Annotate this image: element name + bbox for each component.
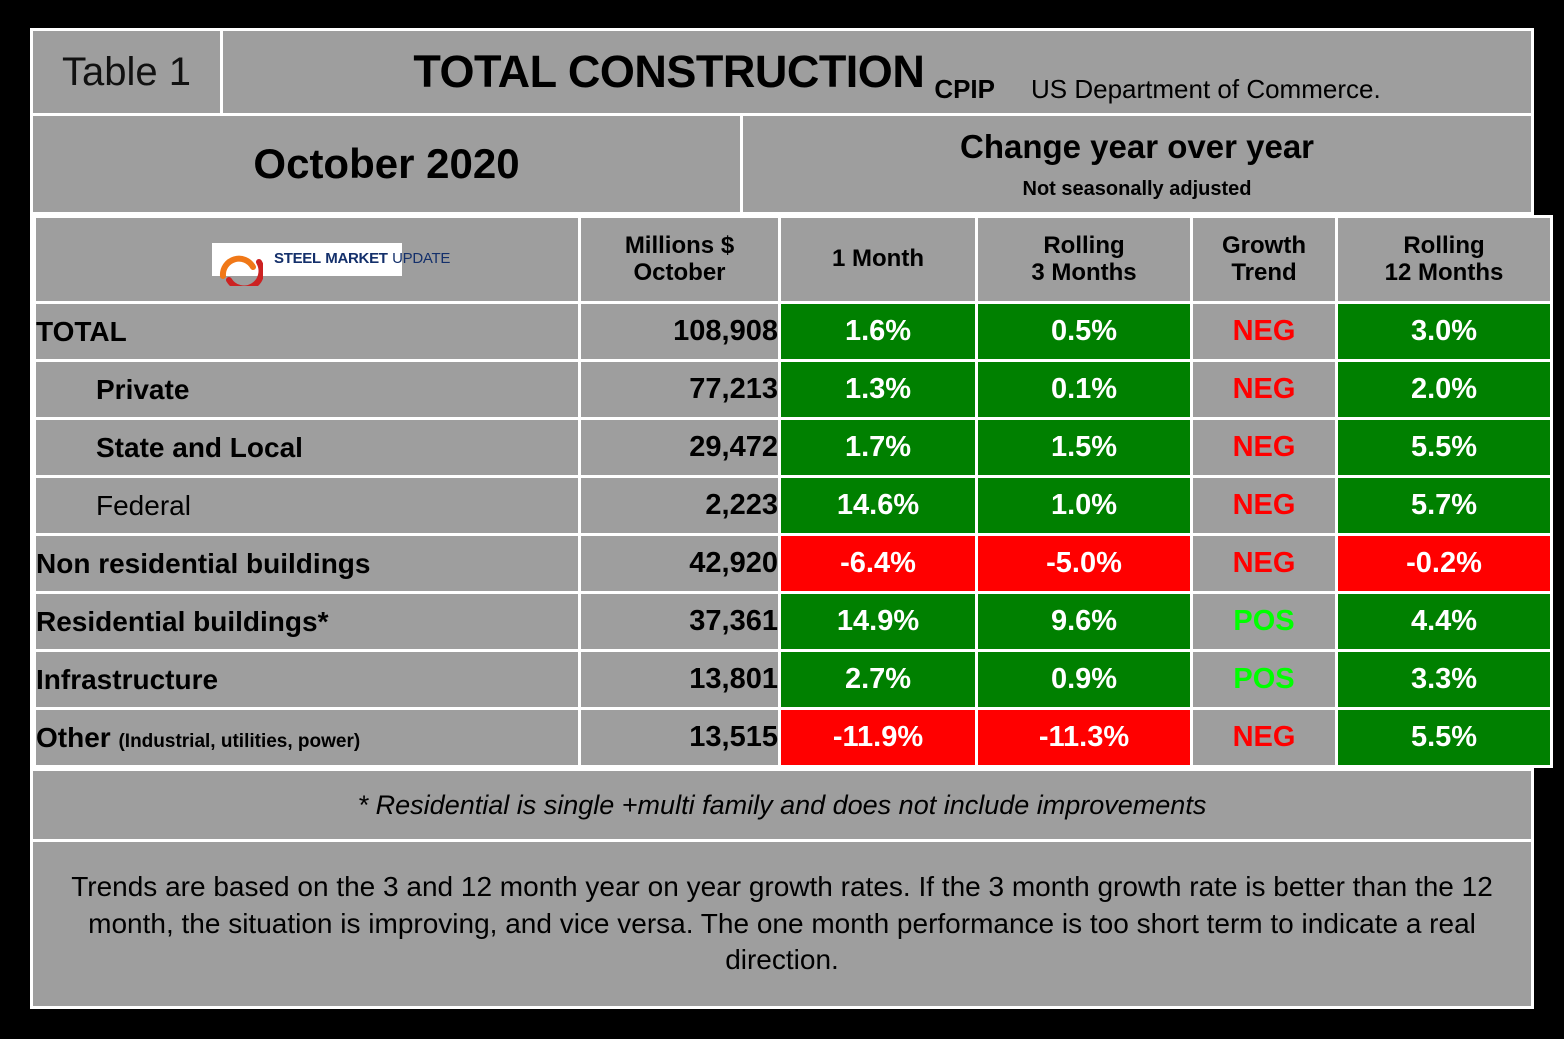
source-label: US Department of Commerce.	[1031, 74, 1381, 104]
change-header-cell	[743, 116, 1531, 212]
column-header-rolling-3	[977, 217, 1192, 303]
row-label-text: Residential buildings*	[36, 605, 329, 637]
table-header-row	[35, 217, 1552, 303]
row-label	[35, 303, 580, 361]
row-label	[35, 419, 580, 477]
column-header-one-month-label: 1 Month	[832, 245, 924, 273]
cell-millions: 13,801	[580, 651, 780, 709]
cell-growth-trend: NEG	[1192, 709, 1337, 767]
logo-word-market: MARKET	[325, 250, 388, 268]
cell-growth-trend: NEG	[1192, 477, 1337, 535]
row-label	[35, 477, 580, 535]
table-row	[35, 651, 1552, 709]
cell-growth-trend: NEG	[1192, 303, 1337, 361]
cell-rolling-3-months: -11.3%	[977, 709, 1192, 767]
cell-one-month: 1.6%	[780, 303, 977, 361]
cell-millions: 77,213	[580, 361, 780, 419]
cell-rolling-12-months: 5.5%	[1337, 419, 1552, 477]
logo-word-update: UPDATE	[392, 250, 451, 268]
row-label-text: Non residential buildings	[36, 547, 371, 579]
note-row	[33, 842, 1531, 1006]
period-label: October 2020	[253, 140, 520, 187]
cell-growth-trend: NEG	[1192, 535, 1337, 593]
column-header-rolling3-line2: 3 Months	[1031, 258, 1137, 286]
cell-growth-trend: NEG	[1192, 361, 1337, 419]
cell-millions: 2,223	[580, 477, 780, 535]
row-label	[35, 651, 580, 709]
column-header-growth-line1: Growth	[1222, 231, 1306, 259]
table-row	[35, 709, 1552, 767]
period-cell	[33, 116, 743, 212]
row-label-text: Private	[96, 373, 190, 405]
cell-millions: 13,515	[580, 709, 780, 767]
cell-millions: 42,920	[580, 535, 780, 593]
cell-one-month: 14.6%	[780, 477, 977, 535]
construction-data-table	[33, 215, 1553, 768]
cell-millions: 108,908	[580, 303, 780, 361]
table-row	[35, 477, 1552, 535]
column-header-one-month	[780, 217, 977, 303]
cell-rolling-3-months: 1.0%	[977, 477, 1192, 535]
cell-one-month: -6.4%	[780, 535, 977, 593]
row-label	[35, 593, 580, 651]
table-number-label: Table 1	[62, 49, 191, 94]
column-header-millions	[580, 217, 780, 303]
cell-one-month: 1.7%	[780, 419, 977, 477]
table-row	[35, 535, 1552, 593]
cell-rolling-12-months: 3.0%	[1337, 303, 1552, 361]
swoosh-icon	[219, 250, 263, 286]
cell-rolling-3-months: -5.0%	[977, 535, 1192, 593]
row-label	[35, 361, 580, 419]
table-number-box	[33, 31, 223, 113]
cell-rolling-12-months: 4.4%	[1337, 593, 1552, 651]
column-header-growth-line2: Trend	[1231, 258, 1297, 286]
cell-one-month: -11.9%	[780, 709, 977, 767]
row-label-text: State and Local	[96, 431, 303, 463]
cell-growth-trend: POS	[1192, 593, 1337, 651]
cell-rolling-12-months: 2.0%	[1337, 361, 1552, 419]
logo-cell	[35, 217, 580, 303]
cell-rolling-12-months: 5.5%	[1337, 709, 1552, 767]
table-row	[35, 303, 1552, 361]
column-header-rolling12-line2: 12 Months	[1384, 258, 1504, 286]
footnote-text: * Residential is single +multi family and does not include improvements	[357, 789, 1207, 820]
table-row	[35, 419, 1552, 477]
footnote-row	[33, 768, 1531, 842]
column-header-rolling3-line1: Rolling	[1043, 231, 1125, 259]
page-title: TOTAL CONSTRUCTION	[413, 46, 925, 97]
cell-one-month: 2.7%	[780, 651, 977, 709]
row-label-sublabel: (Industrial, utilities, power)	[118, 730, 361, 752]
cell-millions: 29,472	[580, 419, 780, 477]
cell-rolling-3-months: 0.5%	[977, 303, 1192, 361]
row-label-text: Infrastructure	[36, 663, 219, 695]
adjustment-note: Not seasonally adjusted	[1022, 177, 1252, 200]
cell-growth-trend: NEG	[1192, 419, 1337, 477]
cell-growth-trend: POS	[1192, 651, 1337, 709]
table-row	[35, 361, 1552, 419]
cell-rolling-3-months: 9.6%	[977, 593, 1192, 651]
cell-rolling-3-months: 0.1%	[977, 361, 1192, 419]
logo-word-steel: STEEL	[274, 250, 321, 268]
cell-millions: 37,361	[580, 593, 780, 651]
subheader-row	[33, 116, 1531, 215]
row-label-text: Other	[36, 721, 111, 753]
steel-market-update-logo	[212, 243, 451, 276]
cell-one-month: 14.9%	[780, 593, 977, 651]
cell-rolling-12-months: -0.2%	[1337, 535, 1552, 593]
title-main	[223, 31, 1531, 113]
cell-rolling-3-months: 1.5%	[977, 419, 1192, 477]
title-row	[33, 31, 1531, 116]
row-label-text: Federal	[96, 489, 191, 521]
row-label-text: TOTAL	[36, 315, 127, 347]
change-title: Change year over year	[959, 127, 1315, 165]
note-text: Trends are based on the 3 and 12 month year on year growth rates. If the 3 month growth rate is better than the 12 month, the situation is improving, and vice versa. The one month performance is too short term to indicate a real direction.	[71, 870, 1493, 976]
row-label	[35, 535, 580, 593]
cell-rolling-12-months: 5.7%	[1337, 477, 1552, 535]
column-header-rolling12-line1: Rolling	[1403, 231, 1485, 259]
column-header-growth-trend	[1192, 217, 1337, 303]
row-label	[35, 709, 580, 767]
column-header-millions-line2: October	[633, 258, 726, 286]
column-header-millions-line1: Millions $	[624, 231, 735, 259]
column-header-rolling-12	[1337, 217, 1552, 303]
cpip-label: CPIP	[934, 74, 995, 104]
cell-rolling-3-months: 0.9%	[977, 651, 1192, 709]
cell-rolling-12-months: 3.3%	[1337, 651, 1552, 709]
table-row	[35, 593, 1552, 651]
cell-one-month: 1.3%	[780, 361, 977, 419]
table-frame	[30, 28, 1534, 1009]
